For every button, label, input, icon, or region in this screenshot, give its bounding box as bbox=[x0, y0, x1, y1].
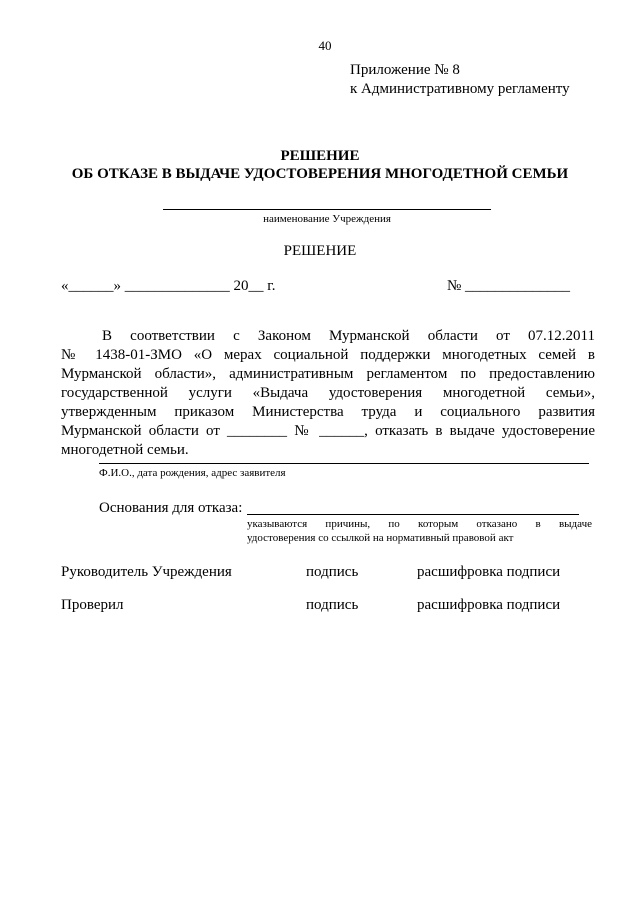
number-field: № ______________ bbox=[447, 278, 571, 294]
applicant-blank-line bbox=[99, 463, 589, 464]
body-line-3: Мурманской области», административным регламентом по предоставлению bbox=[61, 366, 595, 382]
checker-role: Проверил bbox=[61, 597, 124, 613]
document-title: РЕШЕНИЕ bbox=[280, 148, 360, 164]
grounds-blank-line bbox=[247, 514, 579, 515]
grounds-label: Основания для отказа: bbox=[99, 500, 243, 516]
page-number: 40 bbox=[318, 38, 332, 53]
applicant-caption: Ф.И.О., дата рождения, адрес заявителя bbox=[99, 467, 286, 479]
date-field: «______» ______________ 20__ г. bbox=[61, 278, 276, 294]
grounds-note-line-2: удостоверения со ссылкой на нормативный правовой акт bbox=[247, 532, 514, 544]
institution-caption: наименование Учреждения bbox=[263, 213, 391, 225]
body-line-2: № 1438-01-ЗМО «О мерах социальной поддержки многодетных семей в bbox=[61, 347, 595, 363]
checker-decode: расшифровка подписи bbox=[417, 597, 561, 613]
appendix-label: Приложение № 8 bbox=[350, 62, 460, 78]
grounds-note-line-1: указываются причины, по которым отказано в выдаче bbox=[247, 518, 592, 530]
body-line-1: В соответствии с Законом Мурманской области от 07.12.2011 bbox=[102, 328, 595, 344]
document-subtitle: ОБ ОТКАЗЕ В ВЫДАЧЕ УДОСТОВЕРЕНИЯ МНОГОДЕТНОЙ СЕМЬИ bbox=[71, 166, 569, 182]
signature-sign: подпись bbox=[306, 564, 359, 580]
appendix-reference: к Административному регламенту bbox=[350, 81, 570, 97]
body-line-6: Мурманской области от ________ № ______, отказать в выдаче удостоверение bbox=[61, 423, 595, 439]
body-line-4: государственной услуги «Выдача удостоверения многодетной семьи», bbox=[61, 385, 595, 401]
body-line-7: многодетной семьи. bbox=[61, 442, 189, 458]
signature-role: Руководитель Учреждения bbox=[61, 564, 232, 580]
signature-decode: расшифровка подписи bbox=[417, 564, 561, 580]
checker-sign: подпись bbox=[306, 597, 359, 613]
decision-heading: РЕШЕНИЕ bbox=[283, 243, 357, 259]
institution-blank-line bbox=[163, 209, 491, 210]
body-line-5: утвержденным приказом Министерства труда и социального развития bbox=[61, 404, 595, 420]
